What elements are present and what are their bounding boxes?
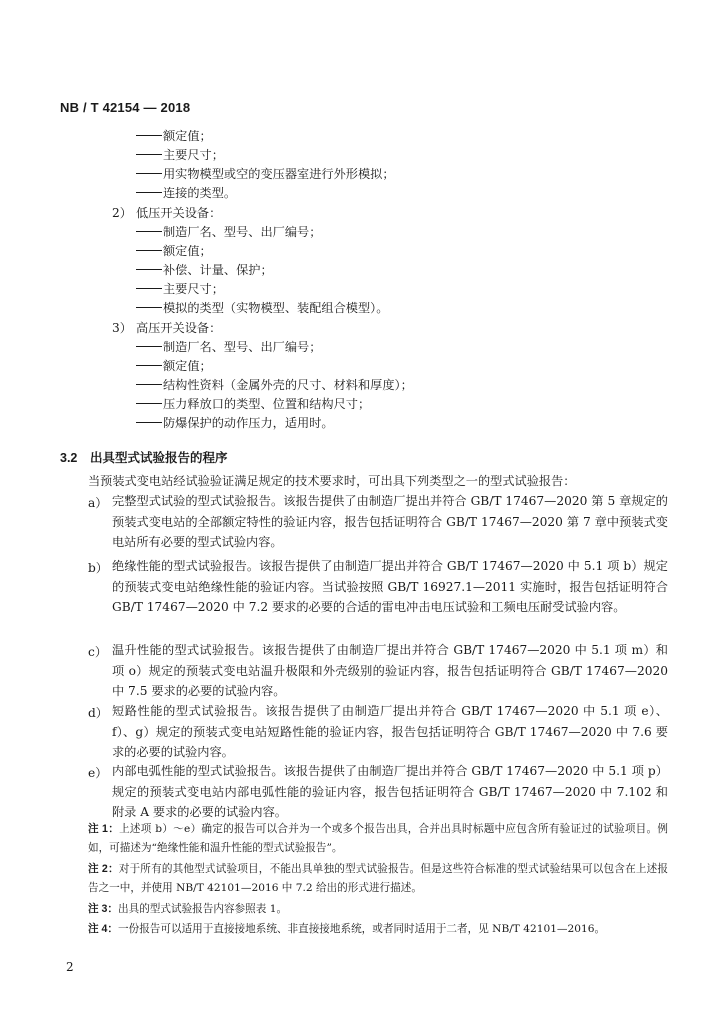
dash-mark (136, 269, 162, 270)
dash-mark (136, 403, 162, 404)
dash-mark (136, 154, 162, 155)
list-item: 防爆保护的动作压力，适用时。 (136, 414, 334, 433)
standard-code-header: NB / T 42154 — 2018 (60, 100, 191, 115)
list-item: 额定值； (136, 357, 212, 376)
item-label: c） (88, 645, 108, 659)
dash-mark (136, 135, 162, 136)
dash-mark (136, 250, 162, 251)
dash-mark (136, 384, 162, 385)
note-4: 注 4：一份报告可以适用于直接接地系统、非直接接地系统，或者同时适用于二者，见 NB/T 42101—2016。 (88, 923, 606, 935)
note-1: 注 1：上述项 b）～e）确定的报告可以合并为一个或多个报告出具，合并出具时标题中应包含所有验证过的试验项目。例如，可描述为“绝缘性能和温升性能的型式试验报告”。 (88, 823, 668, 854)
list-item: 主要尺寸； (136, 280, 224, 299)
list-item: 额定值； (136, 242, 212, 261)
section-heading: 3.2 出具型式试验报告的程序 (60, 451, 228, 465)
list-item: 用实物模型或空的变压器室进行外形模拟； (136, 165, 395, 184)
item-label: b） (88, 561, 108, 575)
list-item: 制造厂名、型号、出厂编号； (136, 223, 321, 242)
dash-mark (136, 307, 162, 308)
item-label: a） (88, 496, 108, 510)
list-item: 结构性资料（金属外壳的尺寸、材料和厚度）； (136, 376, 413, 395)
item-text: 内部电弧性能的型式试验报告。该报告提供了由制造厂提出并符合 GB/T 17467—2020 中 5.1 项 p）规定的预装式变电站内部电弧性能的验证内容，报告包括证明符合 GB/T 17467—2020 中 7.102 和附录 A 要求的必要的试验内容。 (112, 764, 668, 819)
item-text: 短路性能的型式试验报告。该报告提供了由制造厂提出并符合 GB/T 17467—2020 中 5.1 项 e）、f）、g）规定的预装式变电站短路性能的验证内容，报告包括证明符合 GB/T 17467—2020 中 7.6 要求的必要的试验内容。 (112, 704, 668, 759)
list-group-title-low-voltage: 2） 低压开关设备： (112, 206, 222, 220)
dash-mark (136, 422, 162, 423)
list-item: 压力释放口的类型、位置和结构尺寸； (136, 395, 370, 414)
item-label: d） (88, 706, 108, 720)
dash-mark (136, 288, 162, 289)
item-text: 温升性能的型式试验报告。该报告提供了由制造厂提出并符合 GB/T 17467—2020 中 5.1 项 m）和项 o）规定的预装式变电站温升极限和外壳级别的验证内容，报告包括证明符合 GB/T 17467—2020 中 7.5 要求的必要的试验内容。 (112, 643, 668, 698)
dash-mark (136, 346, 162, 347)
dash-mark (136, 192, 162, 193)
list-group-title-high-voltage: 3） 高压开关设备： (112, 321, 222, 335)
dash-mark (136, 173, 162, 174)
list-item: 主要尺寸； (136, 146, 224, 165)
dash-mark (136, 231, 162, 232)
section-intro: 当预装式变电站经试验验证满足规定的技术要求时，可出具下列类型之一的型式试验报告： (88, 474, 576, 488)
list-item: 补偿、计量、保护； (136, 261, 273, 280)
list-item: 制造厂名、型号、出厂编号； (136, 338, 321, 357)
list-item: 额定值； (136, 127, 212, 146)
page-number: 2 (66, 960, 74, 974)
list-item: 连接的类型。 (136, 184, 236, 203)
item-text: 绝缘性能的型式试验报告。该报告提供了由制造厂提出并符合 GB/T 17467—2020 中 5.1 项 b）规定的预装式变电站绝缘性能的验证内容。当试验按照 GB/T 16927.1—2011 实施时，报告包括证明符合 GB/T 17467—2020 中 7.2 要求的必要的合适的雷电冲击电压试验和工频电压耐受试验内容。 (112, 559, 668, 614)
list-item: 模拟的类型（实物模型、装配组合模型）。 (136, 299, 388, 318)
dash-mark (136, 365, 162, 366)
item-text: 完整型式试验的型式试验报告。该报告提供了由制造厂提出并符合 GB/T 17467—2020 第 5 章规定的预装式变电站的全部额定特性的验证内容，报告包括证明符合 GB/T 17467—2020 第 7 章中预装式变电站所有必要的型式试验内容。 (112, 494, 668, 549)
item-label: e） (88, 766, 108, 780)
note-2: 注 2：对于所有的其他型式试验项目，不能出具单独的型式试验报告。但是这些符合标准的型式试验结果可以包含在上述报告之一中，并使用 NB/T 42101—2016 中 7.2 给出的形式进行描述。 (88, 863, 668, 894)
note-3: 注 3：出具的型式试验报告内容参照表 1。 (88, 903, 288, 915)
